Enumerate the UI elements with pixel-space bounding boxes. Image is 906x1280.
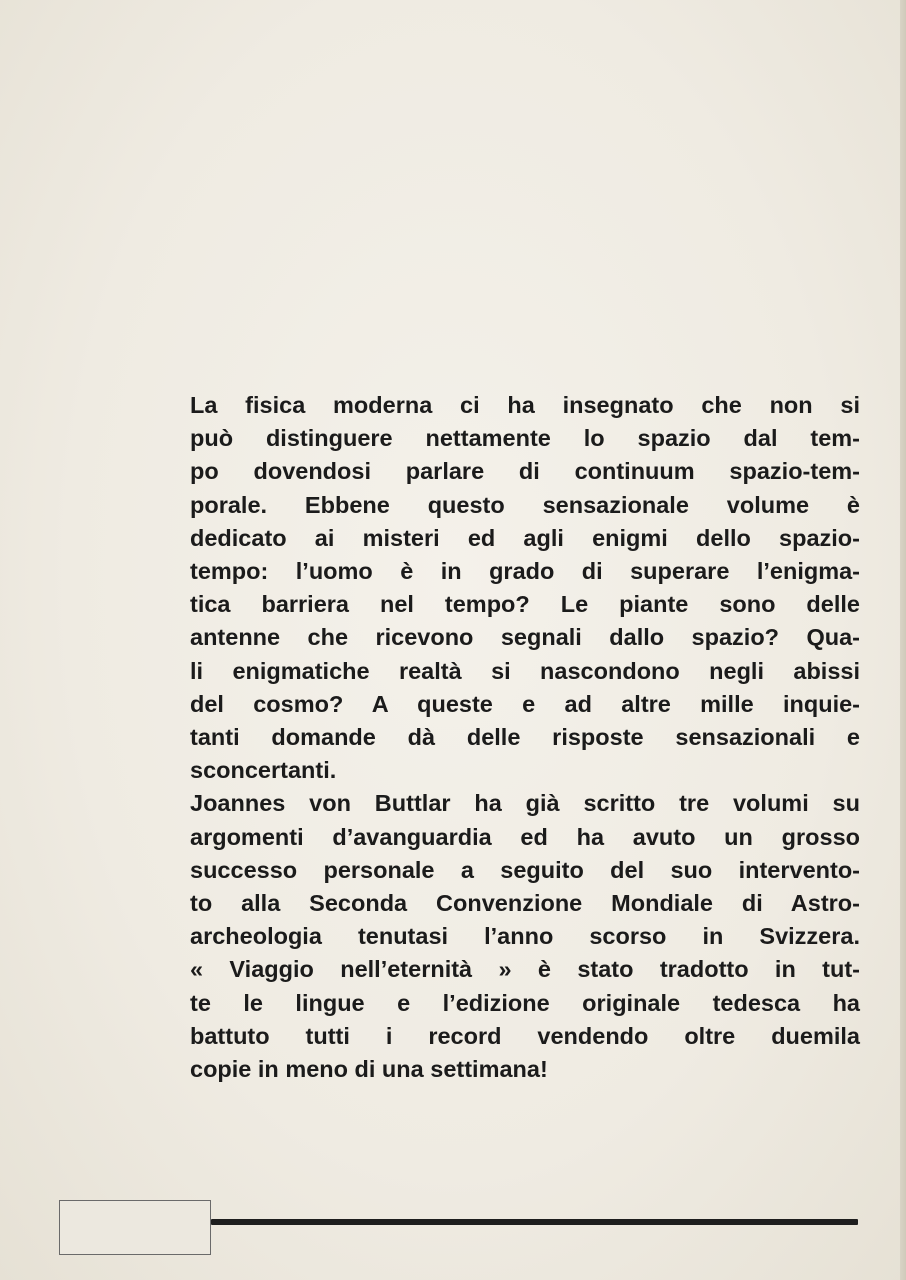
blurb-line: sconcertanti. [190,757,337,784]
blurb-line: porale. Ebbene questo sensazionale volume è [190,491,860,518]
price-label-box [59,1200,211,1255]
blurb-line: può distinguere nettamente lo spazio dal tem- [190,425,860,452]
blurb-line: te le lingue e l’edizione originale tedesca ha [190,989,860,1016]
blurb-line: dedicato ai misteri ed agli enigmi dello spazio- [190,524,860,551]
blurb-line: tica barriera nel tempo? Le piante sono delle [190,591,860,618]
blurb-line: archeologia tenutasi l’anno scorso in Svizzera. [190,923,860,950]
blurb-line: li enigmatiche realtà si nascondono negli abissi [190,657,860,684]
blurb-line: tempo: l’uomo è in grado di superare l’enigma- [190,558,860,585]
blurb-line: battuto tutti i record vendendo oltre duemila [190,1022,860,1049]
horizontal-rule [211,1219,858,1225]
blurb-line: argomenti d’avanguardia ed ha avuto un grosso [190,823,860,850]
blurb-line: antenne che ricevono segnali dallo spazio? Qua- [190,624,860,651]
page-edge [900,0,906,1280]
back-cover-blurb [190,389,860,1086]
blurb-line: po dovendosi parlare di continuum spazio-tem- [190,458,860,485]
blurb-line: successo personale a seguito del suo intervento- [190,856,860,883]
blurb-line: « Viaggio nell’eternità » è stato tradotto in tut- [190,956,860,983]
blurb-line: La fisica moderna ci ha insegnato che non si [190,392,860,418]
blurb-line: tanti domande dà delle risposte sensazionali e [190,724,860,751]
blurb-line: Joannes von Buttlar ha già scritto tre volumi su [190,790,860,817]
blurb-line: copie in meno di una settimana! [190,1056,548,1083]
blurb-line: to alla Seconda Convenzione Mondiale di Astro- [190,890,860,917]
blurb-line: del cosmo? A queste e ad altre mille inquie- [190,690,860,717]
